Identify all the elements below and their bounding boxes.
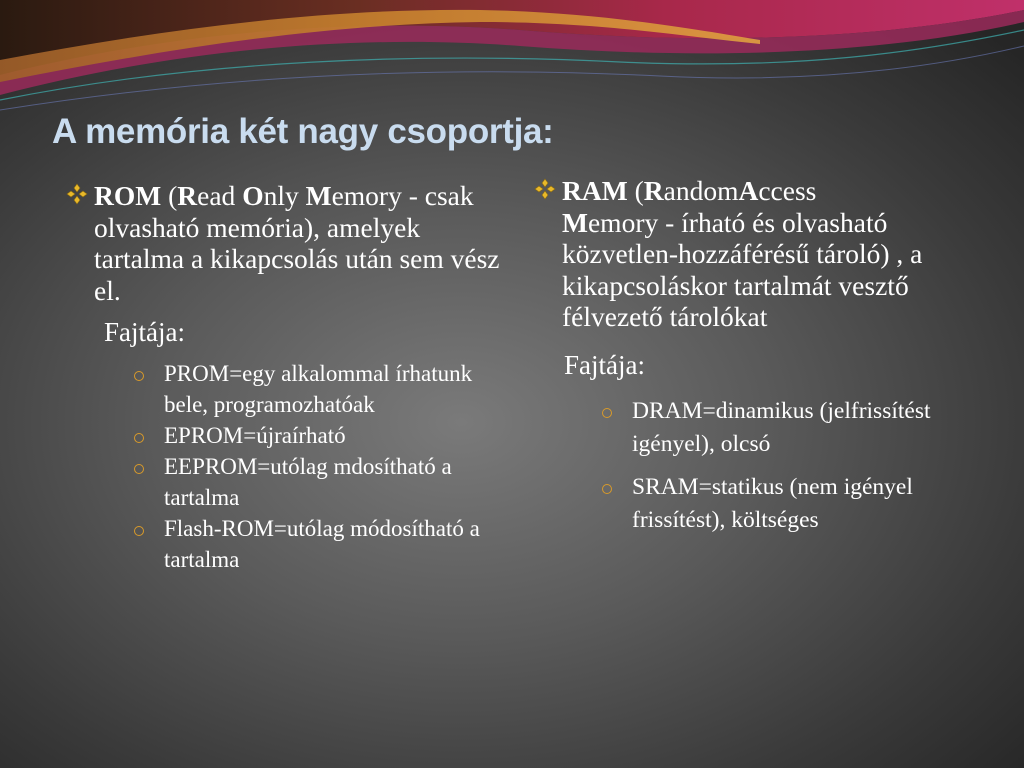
rom-types-list — [64, 358, 504, 575]
rom-column — [64, 180, 504, 575]
slide-title: A memória két nagy csoportja: — [52, 112, 554, 151]
list-item: SRAM=statikus (nem igényel frissítést), költséges — [602, 471, 972, 537]
circle-bullet-icon — [134, 464, 144, 474]
circle-bullet-icon — [134, 526, 144, 536]
list-item: Flash-ROM=utólag módosítható a tartalma — [134, 513, 504, 575]
ram-andom: andom — [663, 175, 739, 206]
rom-rest-text: - csak olvasható memória), amelyek tartalma a kikapcsolás után sem vész el. — [94, 180, 500, 306]
ram-types-label: Fajtája: — [564, 349, 645, 380]
ram-ccess: ccess — [758, 175, 817, 206]
diamond-bullet-icon — [64, 181, 90, 207]
list-item: PROM=egy alkalommal írhatunk bele, programozhatóak — [134, 358, 504, 420]
ram-abbr: RAM — [562, 175, 628, 206]
list-item: DRAM=dinamikus (jelfrissítést igényel), olcsó — [602, 395, 972, 461]
rom-r-letter: R — [177, 180, 198, 211]
ram-description: RAM (RandomAccess Memory - írható és olvasható közvetlen-hozzáférésű tároló) , a kikapcsoláskor tartalmát vesztő félvezető tárolókat — [532, 175, 972, 333]
rom-o-letter: O — [242, 180, 264, 211]
rom-nly: nly — [263, 180, 306, 211]
circle-bullet-icon — [602, 484, 612, 494]
ram-types-list — [532, 395, 972, 537]
diamond-bullet-icon — [532, 176, 558, 202]
ram-emory: emory — [587, 206, 659, 238]
ram-rest-text: - írható és olvasható közvetlen-hozzáférésű tároló) , a kikapcsoláskor tartalmát vesztő félvezető tárolókat — [562, 206, 923, 332]
list-item: EPROM=újraírható — [134, 420, 504, 451]
circle-bullet-icon — [602, 408, 612, 418]
rom-abbr: ROM — [94, 180, 162, 211]
rom-emory: emory — [331, 180, 402, 211]
ram-a-letter: A — [738, 175, 759, 206]
rom-m-letter: M — [305, 180, 332, 211]
circle-bullet-icon — [134, 371, 144, 381]
ram-column — [532, 175, 972, 547]
rom-types-label: Fajtája: — [104, 317, 185, 347]
circle-bullet-icon — [134, 433, 144, 443]
decorative-wave-banner — [0, 0, 1024, 120]
ram-r-letter: R — [643, 175, 664, 206]
rom-ead: ead — [197, 180, 243, 211]
ram-m-letter: M — [562, 206, 588, 238]
rom-description: ROM (Read Only Memory - csak olvasható memória), amelyek tartalma a kikapcsolás után sem vész el. — [64, 180, 504, 306]
list-item: EEPROM=utólag mdosítható a tartalma — [134, 451, 504, 513]
